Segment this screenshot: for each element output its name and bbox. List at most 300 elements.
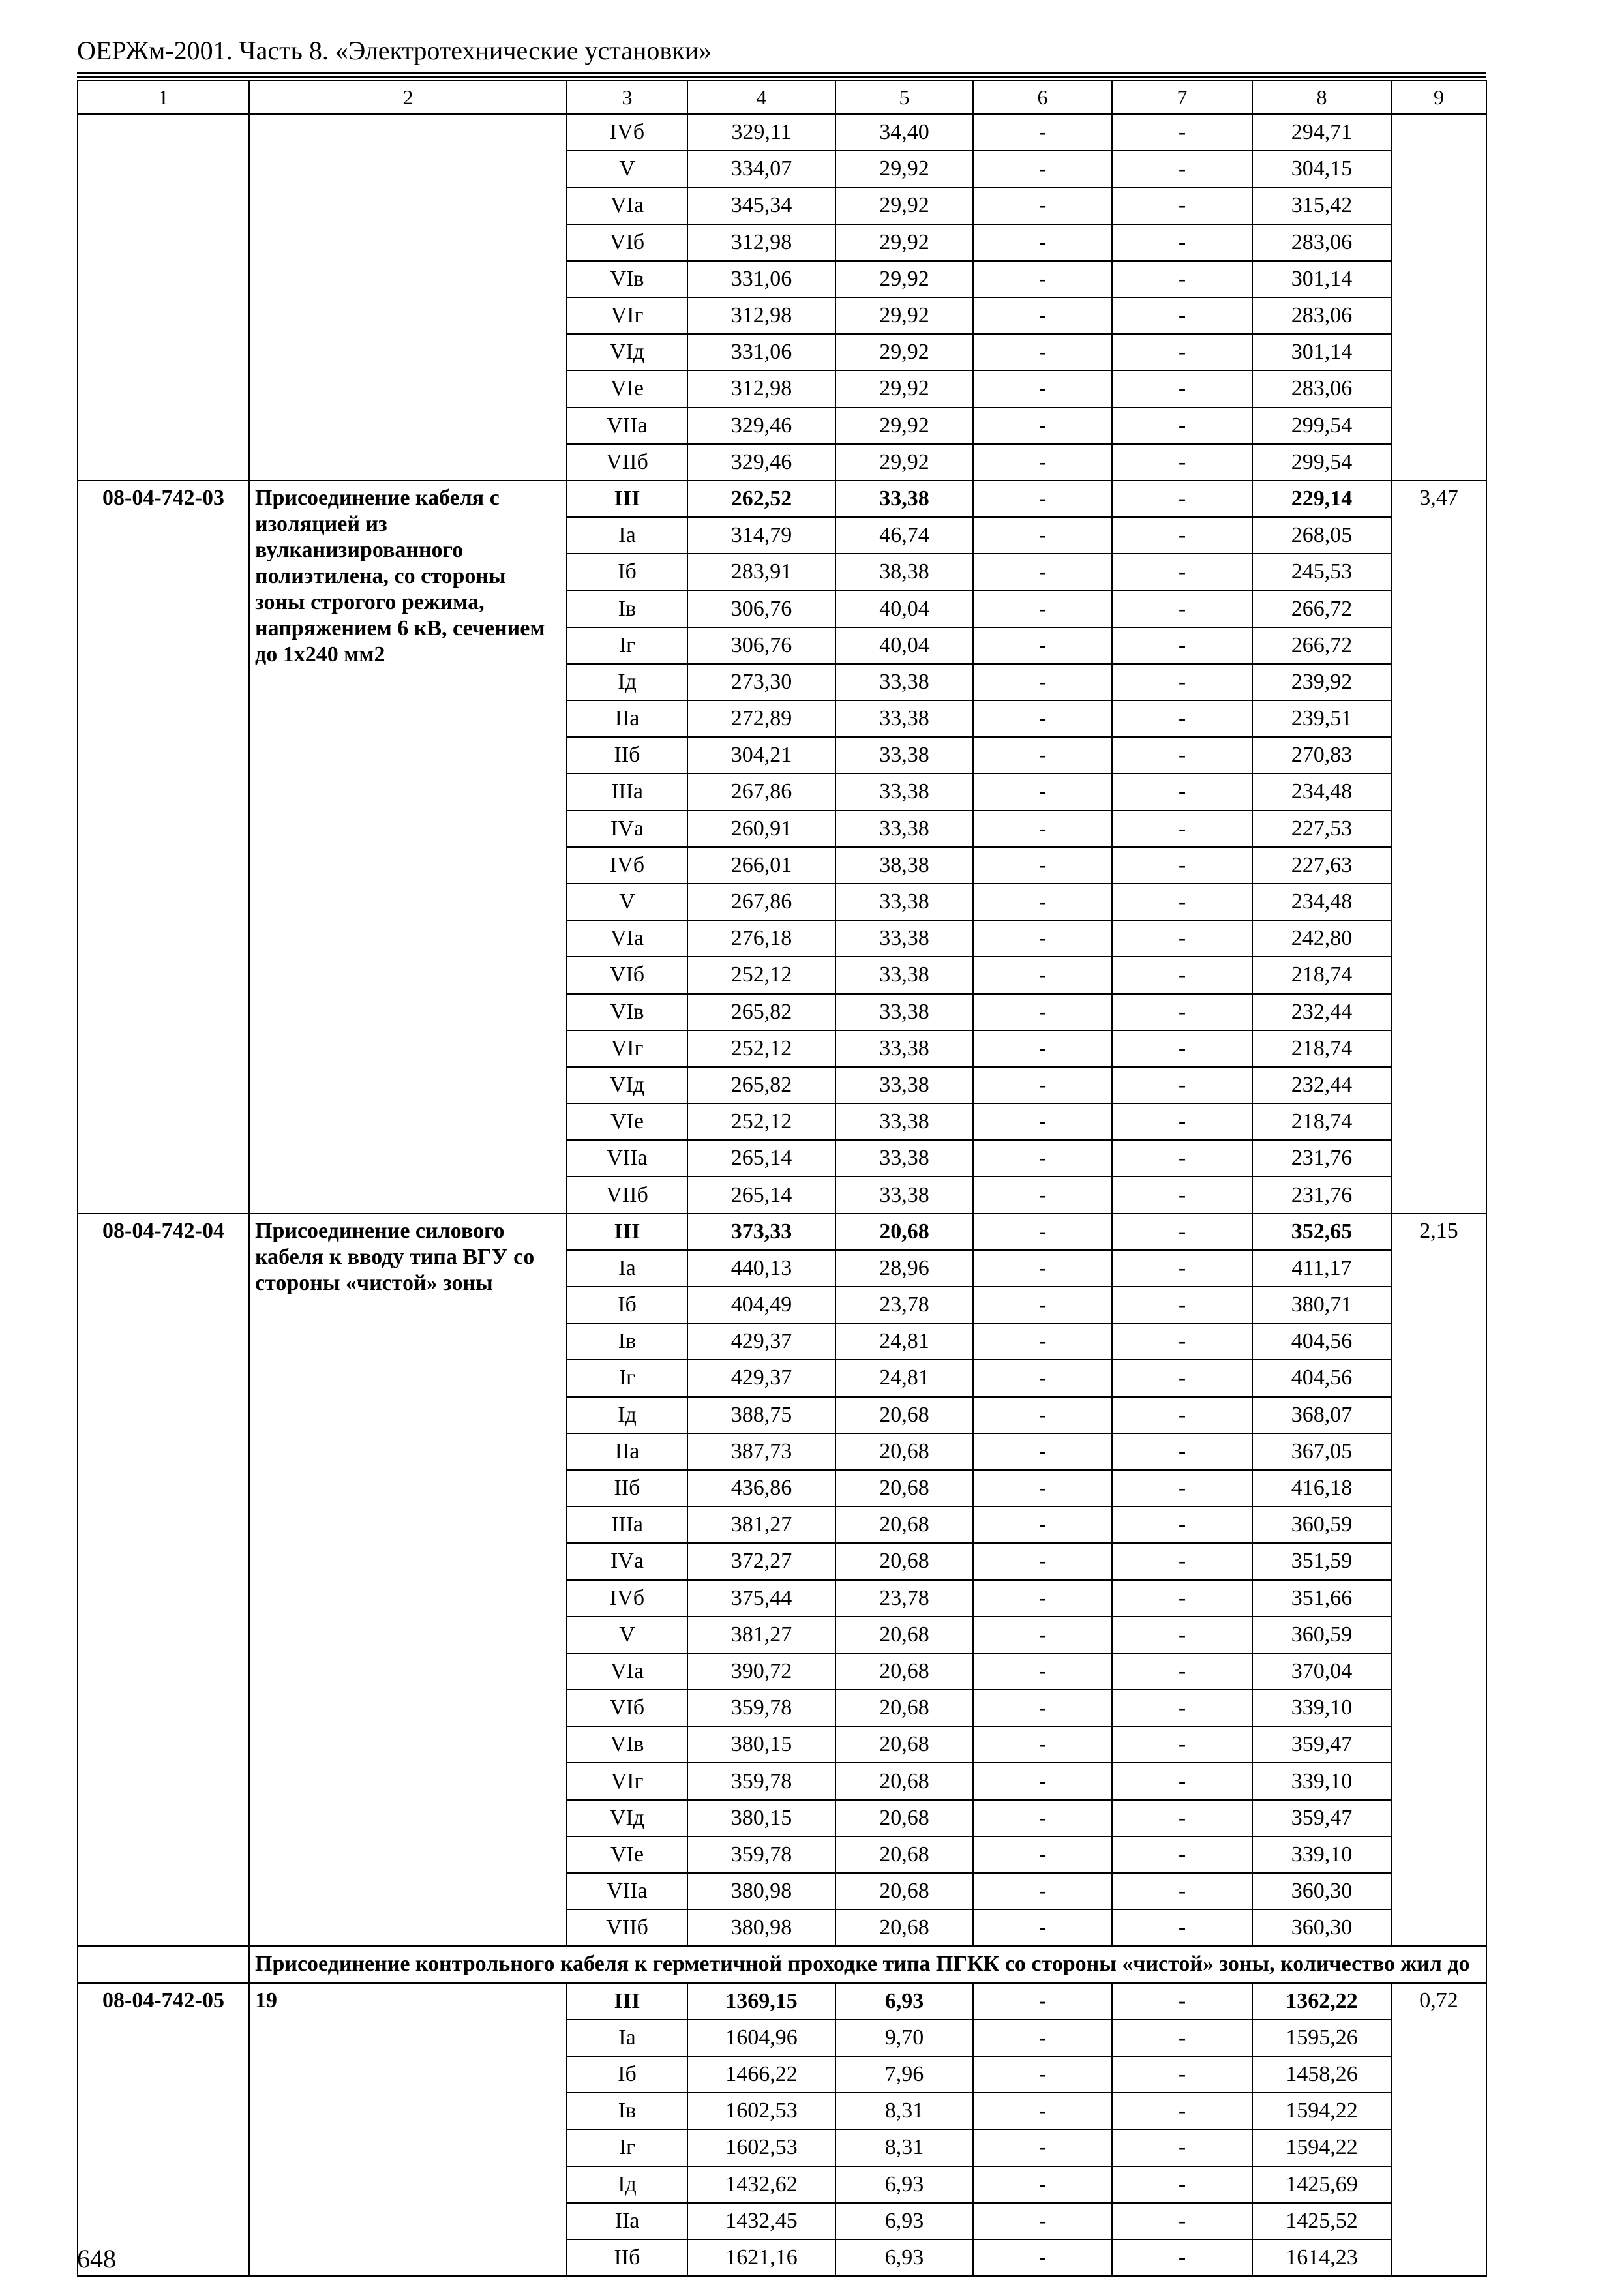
table-cell: - [973, 920, 1112, 957]
table-cell: 1362,22 [1252, 1983, 1391, 2020]
table-cell: - [1112, 627, 1252, 664]
table-cell: 33,38 [835, 920, 973, 957]
table-cell: 1602,53 [687, 2093, 835, 2129]
table-cell: - [973, 1067, 1112, 1103]
table-cell: 304,15 [1252, 151, 1391, 187]
table-cell: 260,91 [687, 811, 835, 847]
table-cell: - [973, 1726, 1112, 1763]
table-cell: - [973, 1140, 1112, 1176]
table-cell: 24,81 [835, 1360, 973, 1396]
table-cell: 38,38 [835, 554, 973, 590]
table-cell: 227,63 [1252, 847, 1391, 884]
table-cell: 314,79 [687, 517, 835, 554]
table-cell: - [973, 957, 1112, 993]
table-cell: - [1112, 2203, 1252, 2239]
table-cell: VIIб [567, 444, 687, 481]
table-cell: 234,48 [1252, 884, 1391, 920]
table-cell: 20,68 [835, 1763, 973, 1799]
table-cell: 234,48 [1252, 773, 1391, 810]
table-cell: 370,04 [1252, 1653, 1391, 1690]
table-cell: 231,76 [1252, 1176, 1391, 1213]
table-cell: VIв [567, 994, 687, 1030]
table-cell: 38,38 [835, 847, 973, 884]
table-cell: 360,59 [1252, 1506, 1391, 1543]
table-cell: 20,68 [835, 1909, 973, 1946]
table-cell: - [1112, 1617, 1252, 1653]
table-cell: 1594,22 [1252, 2093, 1391, 2129]
table-cell: 29,92 [835, 261, 973, 297]
table-cell: III [567, 481, 687, 517]
table-cell: - [973, 187, 1112, 224]
table-cell: - [1112, 2020, 1252, 2056]
table-cell: 312,98 [687, 224, 835, 261]
table-cell: 33,38 [835, 994, 973, 1030]
table-cell: Iб [567, 2056, 687, 2093]
table-cell: IIб [567, 737, 687, 773]
table-cell: 34,40 [835, 114, 973, 151]
table-cell: V [567, 884, 687, 920]
table-cell: - [973, 994, 1112, 1030]
table-cell: - [973, 1250, 1112, 1287]
table-cell: VIе [567, 370, 687, 407]
rate-code: 08-04-742-05 [78, 1983, 249, 2277]
table-cell: - [1112, 370, 1252, 407]
table-cell: - [1112, 1909, 1252, 1946]
rate-coefficient: 0,72 [1391, 1983, 1486, 2277]
table-cell: - [973, 1690, 1112, 1726]
column-header: 3 [567, 80, 687, 114]
table-cell: - [973, 1983, 1112, 2020]
table-cell: VIг [567, 1030, 687, 1067]
table-cell: Iд [567, 2166, 687, 2203]
table-cell: 416,18 [1252, 1470, 1391, 1506]
table-cell: VIд [567, 334, 687, 370]
table-cell: 359,78 [687, 1836, 835, 1873]
table-cell: - [973, 408, 1112, 444]
table-cell: 272,89 [687, 700, 835, 737]
table-cell: - [973, 1360, 1112, 1396]
table-cell: 9,70 [835, 2020, 973, 2056]
table-cell: - [1112, 847, 1252, 884]
table-cell: - [1112, 2093, 1252, 2129]
table-cell: III [567, 1983, 687, 2020]
table-cell: 429,37 [687, 1323, 835, 1360]
table-cell: 33,38 [835, 1140, 973, 1176]
table-cell: - [1112, 2129, 1252, 2166]
table-cell: 359,47 [1252, 1726, 1391, 1763]
table-cell: IVа [567, 1543, 687, 1579]
table-cell: VIIб [567, 1176, 687, 1213]
table-cell: 23,78 [835, 1287, 973, 1323]
table-cell: - [973, 1543, 1112, 1579]
table-cell: 266,01 [687, 847, 835, 884]
table-cell: VIа [567, 187, 687, 224]
table-cell: 1466,22 [687, 2056, 835, 2093]
table-cell: 1432,45 [687, 2203, 835, 2239]
rate-coefficient [1391, 114, 1486, 481]
table-cell: - [1112, 151, 1252, 187]
table-cell: 283,06 [1252, 370, 1391, 407]
table-cell: 24,81 [835, 1323, 973, 1360]
table-cell: - [1112, 1983, 1252, 2020]
table-cell: 1432,62 [687, 2166, 835, 2203]
table-cell: - [1112, 920, 1252, 957]
table-cell: 267,86 [687, 773, 835, 810]
table-cell: Iб [567, 1287, 687, 1323]
table-cell: VIа [567, 1653, 687, 1690]
table-cell: - [1112, 2166, 1252, 2203]
table-row [78, 481, 1486, 517]
table-cell: - [973, 811, 1112, 847]
table-cell: 270,83 [1252, 737, 1391, 773]
table-cell: 29,92 [835, 370, 973, 407]
table-cell: 380,15 [687, 1726, 835, 1763]
table-cell: - [973, 737, 1112, 773]
table-cell: - [973, 1506, 1112, 1543]
table-cell: - [1112, 1103, 1252, 1140]
table-cell: - [1112, 1360, 1252, 1396]
table-cell: 359,78 [687, 1763, 835, 1799]
table-cell: Iг [567, 1360, 687, 1396]
table-cell: - [973, 1617, 1112, 1653]
table-cell: - [973, 1763, 1112, 1799]
table-cell: 367,05 [1252, 1433, 1391, 1470]
table-cell: - [973, 261, 1112, 297]
table-cell: - [973, 151, 1112, 187]
table-cell: VIг [567, 1763, 687, 1799]
column-header: 1 [78, 80, 249, 114]
table-cell: 301,14 [1252, 334, 1391, 370]
table-cell: Iа [567, 517, 687, 554]
table-cell: 242,80 [1252, 920, 1391, 957]
rate-code [78, 114, 249, 481]
table-cell: - [1112, 1690, 1252, 1726]
table-cell: - [973, 1287, 1112, 1323]
table-cell: IIIа [567, 773, 687, 810]
table-cell: 329,11 [687, 114, 835, 151]
table-cell: 359,47 [1252, 1800, 1391, 1836]
table-cell: 20,68 [835, 1543, 973, 1579]
table-cell: 33,38 [835, 664, 973, 700]
table-cell: - [1112, 1433, 1252, 1470]
table-cell: - [1112, 1506, 1252, 1543]
table-cell: - [973, 297, 1112, 334]
table-cell: - [1112, 1800, 1252, 1836]
table-cell: 20,68 [835, 1873, 973, 1909]
table-cell: Iв [567, 1323, 687, 1360]
table-cell: 312,98 [687, 370, 835, 407]
rates-table [77, 80, 1487, 2277]
table-cell: 20,68 [835, 1836, 973, 1873]
table-cell: 265,14 [687, 1176, 835, 1213]
rate-description: Присоединение силового кабеля к вводу типа ВГУ со стороны «чистой» зоны [249, 1214, 567, 1947]
table-cell: 315,42 [1252, 187, 1391, 224]
table-cell: 1604,96 [687, 2020, 835, 2056]
table-cell: IIа [567, 2203, 687, 2239]
table-cell: 404,56 [1252, 1323, 1391, 1360]
table-cell: 33,38 [835, 1067, 973, 1103]
table-cell: 304,21 [687, 737, 835, 773]
table-cell: 1594,22 [1252, 2129, 1391, 2166]
table-cell: 229,14 [1252, 481, 1391, 517]
table-cell: - [1112, 481, 1252, 517]
table-cell: - [973, 1873, 1112, 1909]
table-cell: 306,76 [687, 590, 835, 627]
table-cell: 380,15 [687, 1800, 835, 1836]
table-cell: 360,30 [1252, 1909, 1391, 1946]
page-header: ОЕРЖм-2001. Часть 8. «Электротехнические установки» [77, 36, 712, 65]
table-cell: 380,98 [687, 1873, 835, 1909]
table-cell: - [973, 2020, 1112, 2056]
table-cell: - [1112, 2239, 1252, 2276]
table-cell: 6,93 [835, 2166, 973, 2203]
table-cell: - [973, 700, 1112, 737]
table-cell: Iг [567, 627, 687, 664]
table-cell: 227,53 [1252, 811, 1391, 847]
column-header: 5 [835, 80, 973, 114]
table-cell: 29,92 [835, 334, 973, 370]
table-cell: 33,38 [835, 481, 973, 517]
table-cell: 299,54 [1252, 444, 1391, 481]
table-cell: 20,68 [835, 1726, 973, 1763]
table-cell: - [973, 664, 1112, 700]
table-cell: Iа [567, 1250, 687, 1287]
table-cell: - [973, 1433, 1112, 1470]
column-header: 2 [249, 80, 567, 114]
column-header: 8 [1252, 80, 1391, 114]
table-cell: VIд [567, 1067, 687, 1103]
table-cell: VIд [567, 1800, 687, 1836]
table-cell: 265,82 [687, 994, 835, 1030]
table-cell: - [973, 2093, 1112, 2129]
table-cell: 265,82 [687, 1067, 835, 1103]
table-cell: - [973, 1323, 1112, 1360]
section-title: Присоединение контрольного кабеля к герметичной проходке типа ПГКК со стороны «чистой» зоны, количество жил до [249, 1946, 1486, 1982]
table-cell: 252,12 [687, 1103, 835, 1140]
table-cell: Iв [567, 2093, 687, 2129]
table-cell: 390,72 [687, 1653, 835, 1690]
table-cell: 239,92 [1252, 664, 1391, 700]
table-cell: 33,38 [835, 957, 973, 993]
table-cell: 218,74 [1252, 1030, 1391, 1067]
table-cell: 329,46 [687, 444, 835, 481]
table-cell: 239,51 [1252, 700, 1391, 737]
table-cell: 306,76 [687, 627, 835, 664]
table-cell: 20,68 [835, 1433, 973, 1470]
table-cell: - [1112, 811, 1252, 847]
table-cell: 375,44 [687, 1580, 835, 1617]
column-header: 7 [1112, 80, 1252, 114]
header-rule [77, 72, 1486, 74]
table-cell: 218,74 [1252, 957, 1391, 993]
table-cell: 312,98 [687, 297, 835, 334]
table-cell: 266,72 [1252, 627, 1391, 664]
table-cell: - [973, 1800, 1112, 1836]
table-cell: 380,71 [1252, 1287, 1391, 1323]
table-cell: 1458,26 [1252, 2056, 1391, 2093]
table-cell: - [1112, 1140, 1252, 1176]
table-cell: - [1112, 1067, 1252, 1103]
table-cell: 245,53 [1252, 554, 1391, 590]
table-cell: 265,14 [687, 1140, 835, 1176]
table-cell: VIв [567, 261, 687, 297]
page-number: 648 [77, 2244, 116, 2273]
table-cell: - [1112, 590, 1252, 627]
table-cell: - [1112, 1250, 1252, 1287]
table-cell: 33,38 [835, 1030, 973, 1067]
table-cell: - [1112, 1726, 1252, 1763]
table-cell: 232,44 [1252, 994, 1391, 1030]
table-cell: 1369,15 [687, 1983, 835, 2020]
table-cell: Iа [567, 2020, 687, 2056]
table-cell: IVб [567, 847, 687, 884]
table-cell: - [973, 884, 1112, 920]
table-cell: VIIа [567, 1873, 687, 1909]
table-cell: VIIб [567, 1909, 687, 1946]
table-cell: 46,74 [835, 517, 973, 554]
rate-description [249, 114, 567, 481]
table-cell: Iв [567, 590, 687, 627]
table-row [78, 1983, 1486, 2020]
rate-code: 08-04-742-03 [78, 481, 249, 1214]
table-cell: - [973, 1836, 1112, 1873]
table-cell: - [1112, 994, 1252, 1030]
table-cell: 33,38 [835, 1176, 973, 1213]
table-cell: 252,12 [687, 957, 835, 993]
table-cell: - [1112, 1873, 1252, 1909]
table-row [78, 114, 1486, 151]
table-cell: 334,07 [687, 151, 835, 187]
table-cell: - [973, 517, 1112, 554]
table-cell: 33,38 [835, 884, 973, 920]
table-cell: 1602,53 [687, 2129, 835, 2166]
table-cell: - [1112, 261, 1252, 297]
table-cell: 20,68 [835, 1214, 973, 1250]
table-cell: 8,31 [835, 2129, 973, 2166]
table-cell: - [973, 554, 1112, 590]
table-cell: 339,10 [1252, 1836, 1391, 1873]
table-cell: - [1112, 517, 1252, 554]
table-cell: - [973, 1176, 1112, 1213]
table-cell: 352,65 [1252, 1214, 1391, 1250]
table-cell: IIб [567, 2239, 687, 2276]
table-cell: - [973, 2203, 1112, 2239]
table-cell: 29,92 [835, 297, 973, 334]
table-cell: - [1112, 737, 1252, 773]
table-cell: - [973, 334, 1112, 370]
header-rule-thin [77, 76, 1486, 78]
table-cell: 283,06 [1252, 224, 1391, 261]
column-header: 9 [1391, 80, 1486, 114]
table-cell: - [1112, 1470, 1252, 1506]
table-cell: V [567, 1617, 687, 1653]
table-cell: VIб [567, 1690, 687, 1726]
table-cell: 440,13 [687, 1250, 835, 1287]
table-cell: 8,31 [835, 2093, 973, 2129]
table-cell: IIа [567, 1433, 687, 1470]
table-cell: - [1112, 1763, 1252, 1799]
table-cell: VIа [567, 920, 687, 957]
table-cell: 20,68 [835, 1617, 973, 1653]
table-cell: 33,38 [835, 1103, 973, 1140]
table-cell: 388,75 [687, 1397, 835, 1433]
table-cell: - [973, 847, 1112, 884]
table-cell: - [1112, 1653, 1252, 1690]
section-spacer [78, 1946, 249, 1982]
table-cell: - [1112, 1543, 1252, 1579]
table-cell: IIа [567, 700, 687, 737]
table-cell: - [1112, 1176, 1252, 1213]
table-cell: - [1112, 664, 1252, 700]
table-cell: 20,68 [835, 1690, 973, 1726]
table-cell: VIв [567, 1726, 687, 1763]
table-cell: 33,38 [835, 737, 973, 773]
table-row [78, 1214, 1486, 1250]
table-cell: 299,54 [1252, 408, 1391, 444]
table-cell: 40,04 [835, 627, 973, 664]
table-cell: 267,86 [687, 884, 835, 920]
table-cell: - [973, 224, 1112, 261]
table-cell: - [973, 773, 1112, 810]
table-cell: - [1112, 554, 1252, 590]
table-cell: 20,68 [835, 1470, 973, 1506]
table-cell: 360,30 [1252, 1873, 1391, 1909]
table-cell: VIIа [567, 1140, 687, 1176]
table-cell: - [1112, 1836, 1252, 1873]
table-cell: - [973, 1030, 1112, 1067]
table-cell: - [973, 1397, 1112, 1433]
table-cell: 276,18 [687, 920, 835, 957]
column-header-row [78, 80, 1486, 114]
table-cell: - [973, 1580, 1112, 1617]
table-cell: - [1112, 408, 1252, 444]
table-cell: 262,52 [687, 481, 835, 517]
table-cell: - [973, 1653, 1112, 1690]
table-cell: 380,98 [687, 1909, 835, 1946]
section-row [78, 1946, 1486, 1982]
table-cell: 373,33 [687, 1214, 835, 1250]
table-cell: - [973, 590, 1112, 627]
table-cell: IIб [567, 1470, 687, 1506]
table-cell: - [973, 2129, 1112, 2166]
table-cell: - [1112, 444, 1252, 481]
table-cell: VIе [567, 1103, 687, 1140]
table-cell: Iб [567, 554, 687, 590]
table-cell: 28,96 [835, 1250, 973, 1287]
table-cell: - [973, 114, 1112, 151]
table-cell: 339,10 [1252, 1690, 1391, 1726]
table-cell: - [973, 370, 1112, 407]
table-cell: - [973, 627, 1112, 664]
rate-description: Присоединение кабеля с изоляцией из вулканизированного полиэтилена, со стороны зоны строгого режима, напряжением 6 кВ, сечением до 1х240 мм2 [249, 481, 567, 1214]
table-cell: - [1112, 773, 1252, 810]
table-cell: 33,38 [835, 773, 973, 810]
table-cell: 381,27 [687, 1617, 835, 1653]
table-cell: 436,86 [687, 1470, 835, 1506]
table-cell: 29,92 [835, 224, 973, 261]
column-header: 6 [973, 80, 1112, 114]
table-cell: 7,96 [835, 2056, 973, 2093]
table-cell: 20,68 [835, 1397, 973, 1433]
table-cell: - [1112, 1030, 1252, 1067]
table-cell: 20,68 [835, 1800, 973, 1836]
table-cell: 368,07 [1252, 1397, 1391, 1433]
table-cell: 329,46 [687, 408, 835, 444]
table-cell: - [1112, 957, 1252, 993]
table-cell: 339,10 [1252, 1763, 1391, 1799]
table-cell: 6,93 [835, 2239, 973, 2276]
table-cell: 429,37 [687, 1360, 835, 1396]
